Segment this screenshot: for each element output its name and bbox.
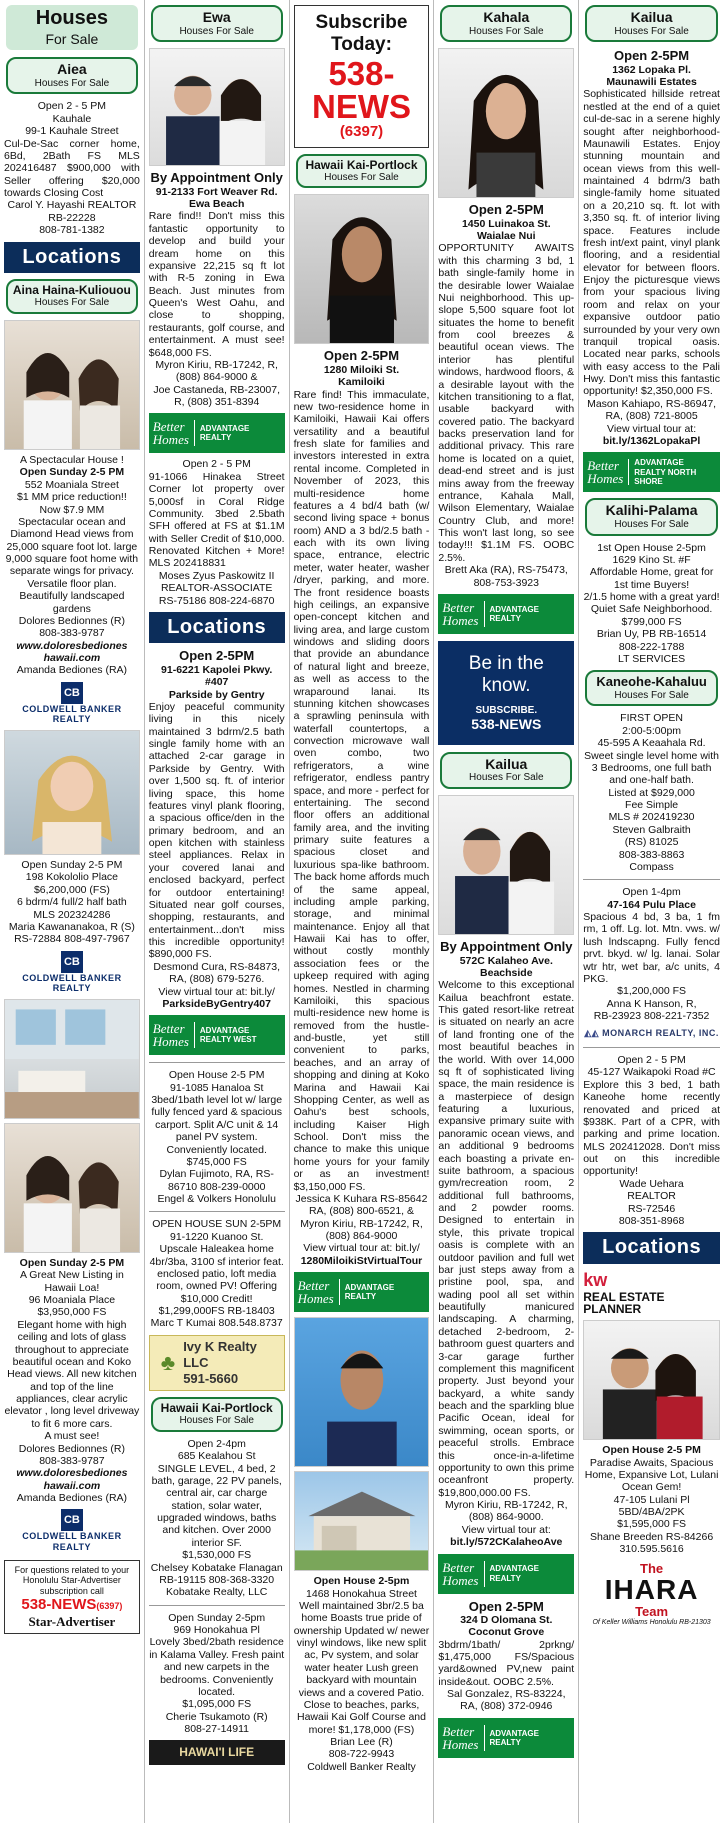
section-header-kaneohe: Kaneohe-Kahaluu Houses For Sale	[585, 670, 718, 706]
monarch-realty-logo: ◭◭ MONARCH REALTY, INC.	[584, 1028, 719, 1039]
listing-hinakea: Open 2 - 5 PM 91-1066 Hinakea Street Corner lot property over 5,000sf in Coral Ridge Community. 3bed 2.5bath SFH offered at FS at $1.1M with Seller Credit of $10,000. Renovated Kitchen + More! MLS 202418831 Moses Zyus Paskowitz II REALTOR-ASSOCIATE RS-75186 808-224-6870	[148, 458, 285, 607]
section-header-kalihi-palama: Kalihi-Palama Houses For Sale	[585, 498, 718, 535]
agent-photo	[4, 320, 140, 450]
listing-moaniala-st: A Spectacular House ! Open Sunday 2-5 PM 552 Moaniala Street $1 MM price reduction!! Now $7.9 MM Spectacular ocean and Diamond Head views from 25,000 square foot lot. large 9,000 square foot home with separate wings for privacy. Versatile floor plan. Beautifully landscaped gardens Dolores Bedionnes (R) 808-383-9787 www.doloresbediones hawaii.com Amanda Bediones (RA)	[5, 454, 139, 677]
listing-fort-weaver: By Appointment Only 91-2133 Fort Weaver Rd. Ewa Beach Rare find!! Don't miss this fantastic opportunity to develop and build your dream home on this expansive 22,215 sq ft lot with R-5 zoning in Ewa Beach. Just minutes from Queen's West Oahu, and close to shopping, restaurants, golf course, and entertainment. A must see! $648,000 FS. Myron Kiriu, RB-17242, R, (808) 864-9000 & Joe Castaneda, RB-23007, R, (808) 351-8394	[148, 170, 285, 409]
locations-logo: Locations	[4, 242, 140, 274]
agent-photo	[438, 795, 574, 935]
kw-planner-logo: kw REAL ESTATE PLANNER	[583, 1269, 665, 1317]
listing-waikapoki: Open 2 - 5 PM 45-127 Waikapoki Road #C Explore this 3 bed, 1 bath Kaneohe home recently renovated and priced at $938K. Part of a CPR, with parking and prime location. MLS 202412028. Don't miss out on this incredible opportunity! Wade Uehara REALTOR RS-72546 808-351-8968	[583, 1054, 720, 1227]
listing-kokololio: Open Sunday 2-5 PM 198 Kokololio Place $6,200,000 (FS) 6 bdrm/4 full/2 half bath MLS 202324286 Maria Kawananakoa, R (S) RS-72884 808-497-7967	[8, 859, 135, 946]
section-header-kailua: Kailua Houses For Sale	[585, 5, 718, 42]
column-5	[579, 0, 724, 1823]
listing-lulani: Open House 2-5 PM Paradise Awaits, Spacious Home, Expansive Lot, Lulani Ocean Gem! 47-105 Lulani Pl 5BD/4BA/2PK $1,595,000 FS Shane Breeden RS-84266 310.595.5616	[584, 1444, 719, 1556]
agent-photo	[294, 194, 430, 344]
better-homes-logo: Better Homes ADVANTAGE REALTY WEST	[149, 1015, 285, 1055]
section-header-hawaii-kai: Hawaii Kai-Portlock Houses For Sale	[151, 1397, 283, 1432]
agent-photo	[438, 48, 574, 198]
listing-luinakoa: Open 2-5PM 1450 Luinakoa St. Waialae Nui OPPORTUNITY AWAITS with this charming 3 bd, 1 bath single-family home in the desirable lower Waialae Nui neighborhood. This up-slope 5,500 square foot lot situates the home to benefit from cool breezes & beautiful ocean views. The interior has plentiful windows, hardwood floors, & a desirable layout with the kitchen transitioning to a flat, usable backyard with covered patio. The backyard backs preservation land for additional privacy. This rare home is located on a quiet, dead-end street and is just mins away from the freeway entrance, Kahala Mall, Wilson Elementary, Waialae Country Club, and more! This won't last long, so see today!!! $1.1M FS. OOBC 2.5%. Brett Aka (RA), RS-75473, 808-753-3923	[438, 202, 575, 589]
subscribe-banner: Subscribe Today: 538-NEWS (6397)	[294, 5, 430, 148]
section-header-hawaii-kai: Hawaii Kai-Portlock Houses For Sale	[296, 154, 428, 189]
be-in-the-know-banner: Be in the know. SUBSCRIBE. 538-NEWS	[438, 641, 574, 745]
section-header-aiea: Aiea Houses For Sale	[6, 57, 138, 94]
section-header-ewa: Ewa Houses For Sale	[151, 5, 283, 42]
better-homes-logo: Better Homes ADVANTAGE REALTY	[438, 594, 574, 634]
listing-honokahua-st: Open House 2-5pm 1468 Honokahua Street Well maintained 3br/2.5 ba home Boasts true pride of ownership Updated w/ newer vinyl windows, like new split ac, Pv system, and solar water heater Lush green backyard with mountain views and a covered Patio. Close to beaches, parks, Hawaii Kai Golf Course and more! $1,178,000 (FS) Brian Lee (R) 808-722-9943 Coldwell Banker Realty	[293, 1575, 430, 1773]
column-2	[145, 0, 290, 1823]
listing-moaniala-pl: Open Sunday 2-5 PM A Great New Listing in Hawaii Loa! 96 Moaniala Place $3,950,000 FS Elegant home with high ceiling and lots of glass throughout to appreciate beautiful ocean and Koko Head views. All new kitchen and top of the line appliances, clear acrylic elevator , long level driveway to fit 6 more cars. A must see! Dolores Bedionnes (R) 808-383-9787 www.doloresbediones hawaii.com Amanda Bediones (RA)	[4, 1256, 140, 1505]
subscription-footer: For questions related to your Honolulu Star-Advertiser subscription call 538-NEWS(6397) Star-Advertiser	[4, 1560, 140, 1635]
locations-logo: Locations	[149, 612, 285, 644]
section-header-kailua: Kailua Houses For Sale	[440, 752, 572, 789]
listing-aiea: Open 2 - 5 PM Kauhale 99-1 Kauhale Street Cul-De-Sac corner home, 6Bd, 2Bath FS MLS 202416487 $900,000 with Seller offering $20,000 towards Closing Cost Carol Y. Hayashi REALTOR RB-22228 808-781-1382	[4, 100, 140, 237]
section-header-kahala: Kahala Houses For Sale	[440, 5, 572, 42]
listing-keaahala: FIRST OPEN 2:00-5:00pm 45-595 A Keaahala Rd. Sweet single level home with 3 Bedrooms, one full bath and one-half bath. Listed at $929,000 Fee Simple MLS # 202419230 Steven Galbraith (RS) 81025 808-383-8863 Compass	[584, 712, 719, 873]
better-homes-logo: Better Homes ADVANTAGE REALTY	[149, 413, 285, 453]
house-photo	[294, 1471, 430, 1571]
coldwell-banker-logo: CB COLDWELL BANKER REALTY	[4, 951, 140, 994]
better-homes-logo: Better Homes ADVANTAGE REALTY	[438, 1718, 574, 1758]
agent-photo	[149, 48, 285, 166]
coldwell-banker-logo: CB COLDWELL BANKER REALTY	[4, 1509, 140, 1552]
better-homes-logo: Better Homes ADVANTAGE REALTY NORTH SHORE	[583, 452, 720, 492]
agent-photo	[294, 1317, 430, 1467]
column-1	[0, 0, 145, 1823]
column-3	[290, 0, 435, 1823]
listing-olomana: Open 2-5PM 324 D Olomana St. Coconut Grove 3bdrm/1bath/ 2prkng/ $1,475,000 FS/Spacious yard&owned PV,new paint inside&out. OOBC 2.5%. Sal Gonzalez, RS-83224, RA, (808) 372-0946	[438, 1598, 575, 1713]
listing-kino: 1st Open House 2-5pm 1629 Kino St. #F Affordable Home, great for 1st time Buyers! 2/1.5 home with a great yard! Quiet Safe Neighborhood. $799,000 FS Brian Uy, PB RB-16514 808-222-1788 LT SERVICES	[583, 541, 720, 665]
listing-kalaheo: By Appointment Only 572C Kalaheo Ave. Beachside Welcome to this exceptional Kailua beachfront estate. This gated resort-like retreat is situated on nearly an acre of land fronting one of the most beautiful beaches in the world. With over 14,000 sq ft of sophisticated living space, the main residence is a masterpiece of design featuring a luxurious, expansive primary suite with panoramic ocean views, and an additional 9 bedrooms each boasting a private en-suite bathroom, a spacious gym/recreation room, 2 additional full bathrooms, and 2 powder rooms. Designed to entertain in style, this private tropical oasis is complete with an outdoor pavilion and full wet bar just steps away from a pristine pool, spa, and wading pool all set within beautifully manicured landscaping. A charming, detached 2-bedroom, 2-bathroom guest quarters and 3-car garage further complement this magnificent property. Just beyond your backyard, a white sandy beach and the sparkling blue Pacific Ocean, ideal for swimming, ocean sports, or peaceful strolls. Embrace this once-in-a-lifetime opportunity to own this prime oceanfront property. $19,800,000.00 FS. Myron Kiriu, RB-17242, R, (808) 864-9000. View virtual tour at: bit.ly/572CKalaheoAve	[438, 939, 575, 1549]
coldwell-banker-logo: CB COLDWELL BANKER REALTY	[4, 682, 140, 725]
section-header-houses: Houses For Sale	[6, 5, 138, 50]
listing-pulu: Open 1-4pm 47-164 Pulu Place Spacious 4 bd, 3 ba, 1 fm rm, 1 off. Lg. lot. Mtn. vws. w/ lush lndscapng. Fully fencd prvt. bkyd. w/ lg. lanai. Solar wtr htr, wet bar, a/c units, 4 PKG. $1,200,000 FS Anna K Hanson, R, RB-23923 808-221-7352	[583, 886, 720, 1023]
listing-lopaka: Open 2-5PM 1362 Lopaka Pl. Maunawili Estates Sophisticated hillside retreat nestled at the end of a quiet cul-de-sac in a serene highly sought after neighborhood-Maunawili Estates. Enjoy stunning mountain and ocean views from this well-maintained 4 bdrm/3 bath single-family home situated on a 20,210 sq. ft. lot with 3,350 sq. ft. of interior living space. Features include fresh int/ext paint, vinyl plank flooring, and a residential elevator for between floors. Enjoy the picturesque views from your spacious living room and relax on your expansive outdoor patio surrounded by your very own tranquil tropical oasis. Located near parks, schools with easy access to the Pali Hwy. Don't miss this fantastic opportunity! $2,350,000 FS. Mason Kahiapo, RS-86947, RA, (808) 721-8005 View virtual tour at: bit.ly/1362LopakaPl	[583, 48, 720, 447]
section-header-aina-haina: Aina Haina-Kuliouou Houses For Sale	[6, 279, 138, 314]
better-homes-logo: Better Homes ADVANTAGE REALTY	[294, 1272, 430, 1312]
locations-logo: Locations	[583, 1232, 720, 1264]
ivy-k-realty-logo: ♣ Ivy K Realty LLC 591-5660	[149, 1335, 285, 1391]
listing-kapolei-pkwy: Open 2-5PM 91-6221 Kapolei Pkwy. #407 Parkside by Gentry Enjoy peaceful community living in this nicely maintained 3 bdrm/2.5 bath single family home with an attached 2-car garage in Parkside by Gentry. With over 1,500 sq. ft. of interior living space, this home features vinyl plank flooring, a spacious office/den in the primary bedroom, and an open kitchen with stainless steel appliances. Relax in your covered lanai and enclosed backyard, perfect for outdoor entertaining! Situated near golf courses, shopping, restaurants, and entertainment...don't miss this incredible opportunity! $890,000 FS. Desmond Cura, RS-84873, RA, (808) 679-5276. View virtual tour at: bit.ly/ ParksideByGentry407	[148, 648, 285, 1010]
listing-miloiki: Open 2-5PM 1280 Miloiki St. Kamiloiki Rare find! This immaculate, new two-residence home in Kamiloiki, Hawaii Kai offers versatility and a beautiful fresh slate for families and investors interested in extra rental income. Completed in November of 2023, this multi-residence home features a 4 bd/4 bath (w/ second living space + bonus room) AND a 3 bd/2.5 bath - each with its own living space, entrance, electric meter, water heater, washer /dryer, parking, and more. The front residence boasts high ceilings, an expansive open-concept kitchen and living area, and large custom windows and sliding doors that provide an abundance of natural light and breeze, as well as access to the wraparound lanai. Its stunning kitchen showcases a sprawling peninsula with waterfall countertops, a convection microwave wall oven combo, two refrigerators, a wine refrigerator, endless pantry space, and more - perfect for entertaining. The second floor offers an additional family area, and the inviting primary suite features a spacious closet and luxurious spa-like bathroom. The back home affords much of the same appeal, including ample parking, storage, and minimal maintenance. Enjoy all that Hawaii Kai has to offer, without costly monthly association fees or the upkeep required with aging homes. Nestled in charming Kamiloiki, this spacious multi-residence new home is removed from the hustle-and-bustle, yet still convenient to parks, beaches, and an array of shopping and dining at Koko Marina and Hawaii Kai Shopping Center, as well as Oahu's best schools, including Kaiser High School. Don't miss the chance to make this unique home yours for your family or as an investment! $3,150,000 FS. Jessica K Kuhara RS-85642 RA, (808) 800-6521, & Myron Kiriu, RB-17242, R, (808) 864-9000 View virtual tour at: bit.ly/ 1280MiloikiStVirtualTour	[293, 348, 430, 1267]
agent-photo	[4, 730, 140, 855]
agent-photo	[4, 1123, 140, 1253]
column-4	[434, 0, 579, 1823]
listing-kuanoo: OPEN HOUSE SUN 2-5PM 91-1220 Kuanoo St. Upscale Haleakea home 4br/3ba, 3100 sf interior feat. enclosed patio, loft media room, owned PV! Offering $10,000 Credit! $1,299,000FS RB-18403 Marc T Kumai 808.548.8737	[149, 1218, 284, 1330]
hawaii-life-logo: HAWAI'I LIFE	[149, 1740, 285, 1764]
better-homes-logo: Better Homes ADVANTAGE REALTY	[438, 1554, 574, 1594]
listing-honokahua-pl: Open Sunday 2-5pm 969 Honokahua Pl Lovely 3bed/2bath residence in Kalama Valley. Fresh paint and new carpets in the bedrooms. Conveniently located. $1,095,000 FS Cherie Tsukamoto (R) 808-27-14911	[149, 1611, 285, 1736]
tree-icon: ♣	[160, 1349, 176, 1375]
ihara-team-logo: The IHARA Team Of Keller Williams Honolulu RB-21303	[592, 1560, 711, 1627]
listing-kealahou: Open 2-4pm 685 Kealahou St SINGLE LEVEL, 4 bed, 2 bath, garage, 22 PV panels, central air, car charge station, solar water, upgraded windows, baths and kitchen. Over 2000 interior SF. $1,530,000 FS Chelsey Kobatake Flanagan RB-19115 808-368-3320 Kobatake Realty, LLC	[150, 1437, 283, 1599]
agent-photo	[583, 1320, 720, 1440]
interior-photo	[4, 999, 140, 1119]
listing-hanaloa: Open House 2-5 PM 91-1085 Hanaloa St 3bed/1bath level lot w/ large fully fenced yard & spacious carport. Split A/C unit & 14 panel PV system. Conveniently located. $745,000 FS Dylan Fujimoto, RA, RS-86710 808-239-0000 Engel & Volkers Honolulu	[151, 1069, 283, 1206]
